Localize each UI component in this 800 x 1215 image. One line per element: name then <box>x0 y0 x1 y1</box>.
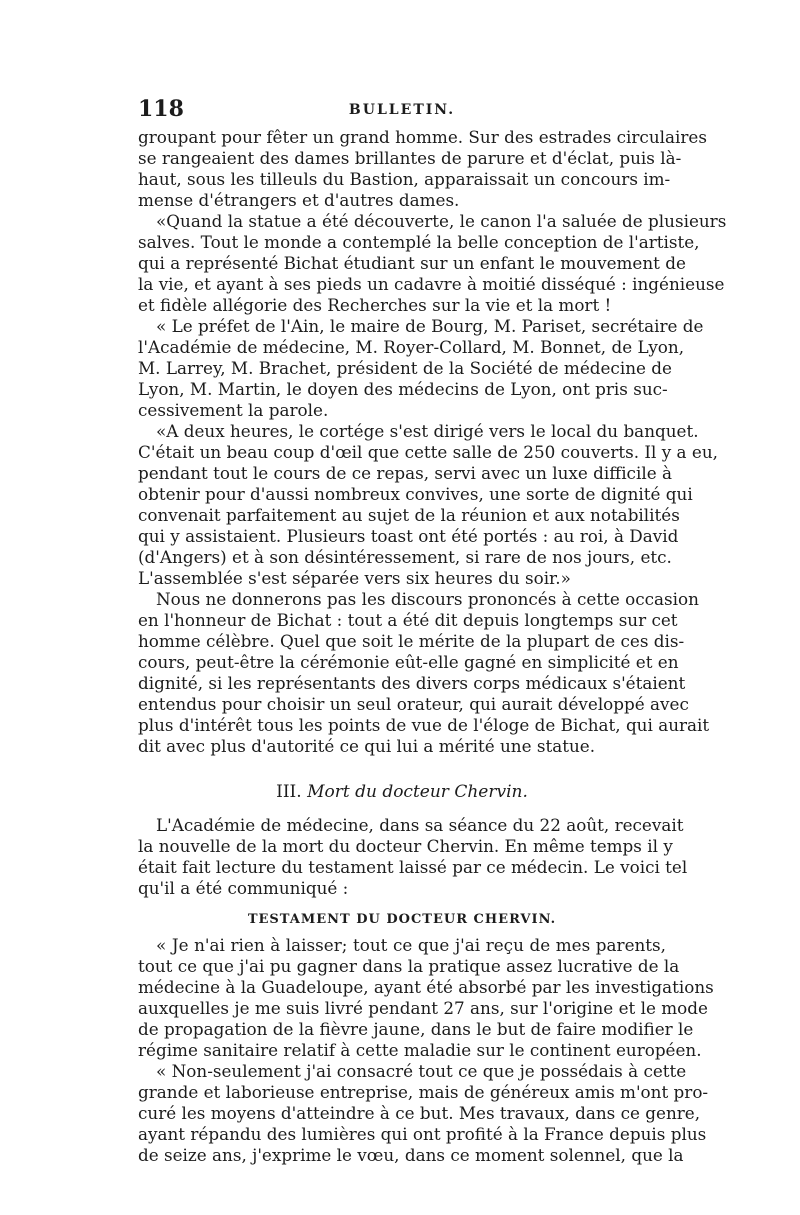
text-line: haut, sous les tilleuls du Bastion, apparaissait un concours im- <box>138 169 671 189</box>
text-line: tout ce que j'ai pu gagner dans la pratique assez lucrative de la <box>138 956 680 976</box>
text-line: groupant pour fêter un grand homme. Sur des estrades circulaires <box>138 127 707 147</box>
testament-subtitle: TESTAMENT DU DOCTEUR CHERVIN. <box>247 912 557 927</box>
text-line: était fait lecture du testament laissé par ce médecin. Le voici tel <box>138 857 688 877</box>
section-title: Mort du docteur Chervin. <box>307 782 528 802</box>
paragraph-8 <box>138 1061 709 1166</box>
text-line: l'Académie de médecine, M. Royer-Collard, M. Bonnet, de Lyon, <box>138 337 685 357</box>
text-line: L'assemblée s'est séparée vers six heures du soir.» <box>138 568 571 588</box>
text-line: en l'honneur de Bichat : tout a été dit depuis longtemps sur cet <box>138 610 678 630</box>
text-line: « Je n'ai rien à laisser; tout ce que j'ai reçu de mes parents, <box>156 935 666 955</box>
text-line: médecine à la Guadeloupe, ayant été absorbé par les investigations <box>138 977 714 997</box>
text-line: dignité, si les représentants des divers corps médicaux s'étaient <box>138 673 686 693</box>
text-line: ayant répandu des lumières qui ont profité à la France depuis plus <box>138 1124 707 1144</box>
text-line: cours, peut-être la cérémonie eût-elle gagné en simplicité et en <box>138 652 679 672</box>
text-line: qui a représenté Bichat étudiant sur un enfant le mouvement de <box>138 253 686 273</box>
text-line: « Non-seulement j'ai consacré tout ce que je possédais à cette <box>156 1061 687 1081</box>
paragraph-6 <box>138 815 688 899</box>
text-line: de propagation de la fièvre jaune, dans le but de faire modifier le <box>138 1019 694 1039</box>
paragraph-3 <box>138 316 704 421</box>
text-line: la vie, et ayant à ses pieds un cadavre à moitié disséqué : ingénieuse <box>138 274 725 294</box>
text-line: mense d'étrangers et d'autres dames. <box>138 190 460 210</box>
paragraph-1 <box>138 127 707 211</box>
text-line: homme célèbre. Quel que soit le mérite de la plupart de ces dis- <box>138 631 685 651</box>
text-line: qu'il a été communiqué : <box>138 878 349 898</box>
text-line: salves. Tout le monde a contemplé la belle conception de l'artiste, <box>138 232 700 252</box>
text-line: M. Larrey, M. Brachet, président de la Société de médecine de <box>138 358 672 378</box>
text-line: L'Académie de médecine, dans sa séance du 22 août, recevait <box>156 815 684 835</box>
running-head: BULLETIN. <box>348 102 456 118</box>
text-line: «A deux heures, le cortége s'est dirigé vers le local du banquet. <box>156 421 699 441</box>
page-number: 118 <box>138 96 184 122</box>
text-line: Lyon, M. Martin, le doyen des médecins de Lyon, ont pris suc- <box>138 379 668 399</box>
paragraph-5 <box>138 589 710 757</box>
text-line: se rangeaient des dames brillantes de parure et d'éclat, puis là- <box>138 148 682 168</box>
text-line: entendus pour choisir un seul orateur, qui aurait développé avec <box>138 694 689 714</box>
text-line: cessivement la parole. <box>138 400 329 420</box>
text-line: dit avec plus d'autorité ce qui lui a mérité une statue. <box>138 736 596 756</box>
text-line: auxquelles je me suis livré pendant 27 ans, sur l'origine et le mode <box>138 998 708 1018</box>
text-line: obtenir pour d'aussi nombreux convives, une sorte de dignité qui <box>138 484 693 504</box>
text-line: C'était un beau coup d'œil que cette salle de 250 couverts. Il y a eu, <box>138 442 718 462</box>
text-line: et fidèle allégorie des Recherches sur la vie et la mort ! <box>138 295 612 315</box>
page-header <box>138 96 666 124</box>
text-line: grande et laborieuse entreprise, mais de généreux amis m'ont pro- <box>138 1082 709 1102</box>
section-number: III. <box>276 782 302 802</box>
paragraph-7 <box>138 935 714 1061</box>
text-line: de seize ans, j'exprime le vœu, dans ce moment solennel, que la <box>138 1145 684 1165</box>
text-line: « Le préfet de l'Ain, le maire de Bourg, M. Pariset, secrétaire de <box>156 316 704 336</box>
text-line: curé les moyens d'atteindre à ce but. Mes travaux, dans ce genre, <box>138 1103 701 1123</box>
text-line: «Quand la statue a été découverte, le canon l'a saluée de plusieurs <box>156 211 727 231</box>
text-line: régime sanitaire relatif à cette maladie sur le continent européen. <box>138 1040 702 1060</box>
text-line: (d'Angers) et à son désintéressement, si rare de nos jours, etc. <box>138 547 672 567</box>
section-heading <box>138 779 666 805</box>
text-line: la nouvelle de la mort du docteur Chervin. En même temps il y <box>138 836 673 856</box>
text-line: plus d'intérêt tous les points de vue de l'éloge de Bichat, qui aurait <box>138 715 710 735</box>
page-body <box>138 127 727 1166</box>
text-line: convenait parfaitement au sujet de la réunion et aux notabilités <box>138 505 680 525</box>
text-line: pendant tout le cours de ce repas, servi avec un luxe difficile à <box>138 463 672 483</box>
text-line: qui y assistaient. Plusieurs toast ont été portés : au roi, à David <box>138 526 679 546</box>
paragraph-4 <box>138 421 718 589</box>
text-line: Nous ne donnerons pas les discours prononcés à cette occasion <box>156 589 699 609</box>
paragraph-2 <box>138 211 727 316</box>
